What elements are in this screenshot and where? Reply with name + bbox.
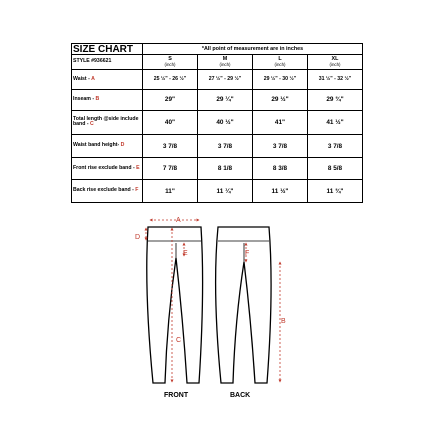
front-leggings-outline [147, 227, 203, 383]
chart-title: SIZE CHART [72, 44, 143, 55]
table-cell: 29 ¼" [198, 90, 253, 111]
row-code: D [120, 142, 125, 149]
marker-b: B [281, 318, 286, 325]
size-unit: (inch) [219, 62, 231, 68]
measurement-note: *All point of measurement are in inches [143, 44, 363, 55]
front-caption: FRONT [164, 392, 189, 399]
size-header [308, 55, 363, 69]
table-row [72, 69, 363, 90]
size-label: S [168, 56, 172, 63]
size-label: XL [331, 56, 339, 63]
table-row [72, 157, 363, 180]
table-cell: 31 ½" - 32 ½" [308, 69, 363, 90]
table-cell: 3 7/8 [253, 135, 308, 158]
table-cell: 8 1/8 [198, 157, 253, 180]
row-label: Front rise exclude band - E [72, 157, 143, 180]
row-code: E [136, 164, 140, 171]
back-leggings-outline [216, 227, 271, 383]
table-cell: 27 ½" - 29 ½" [198, 69, 253, 90]
table-cell: 41 ½" [308, 110, 363, 135]
row-code: C [90, 121, 94, 128]
table-row [72, 90, 363, 111]
size-unit: (inch) [274, 62, 286, 68]
table-cell: 3 7/8 [308, 135, 363, 158]
table-cell: 11 ¼" [198, 180, 253, 203]
table-row [72, 110, 363, 135]
size-unit: (inch) [329, 62, 341, 68]
table-cell: 8 5/8 [308, 157, 363, 180]
size-label: M [222, 56, 228, 63]
row-label: Waist band height- D [72, 135, 143, 158]
size-label: L [278, 56, 282, 63]
marker-f: F [245, 250, 250, 257]
size-header [143, 55, 198, 69]
row-label: Back rise exclude band - F [72, 180, 143, 203]
row-code: F [135, 187, 139, 194]
marker-e: E [183, 250, 188, 257]
row-label: Total length @side include band - C [72, 110, 143, 135]
table-cell: 29" [143, 90, 198, 111]
leggings-diagram [0, 205, 430, 430]
size-chart-table [71, 43, 363, 203]
table-row [72, 180, 363, 203]
marker-c: C [176, 337, 182, 344]
row-code: B [95, 96, 100, 103]
table-cell: 29 ½" - 30 ½" [253, 69, 308, 90]
table-cell: 8 3/8 [253, 157, 308, 180]
size-header [198, 55, 253, 69]
table-cell: 3 7/8 [143, 135, 198, 158]
table-cell: 7 7/8 [143, 157, 198, 180]
row-label: Inseam - B [72, 90, 143, 111]
table-cell: 29 ¾" [308, 90, 363, 111]
marker-d: D [135, 234, 141, 241]
table-cell: 11 ½" [253, 180, 308, 203]
table-cell: 25 ½" - 26 ½" [143, 69, 198, 90]
table-row [72, 135, 363, 158]
table-cell: 40 ½" [198, 110, 253, 135]
row-code: A [91, 75, 95, 82]
style-number: STYLE #936621 [72, 55, 143, 69]
size-header [253, 55, 308, 69]
table-cell: 3 7/8 [198, 135, 253, 158]
row-label: Waist - A [72, 69, 143, 90]
back-caption: BACK [230, 392, 251, 399]
table-cell: 29 ½" [253, 90, 308, 111]
table-cell: 41" [253, 110, 308, 135]
table-cell: 11" [143, 180, 198, 203]
marker-a: A [176, 217, 181, 224]
size-unit: (inch) [164, 62, 176, 68]
table-cell: 40" [143, 110, 198, 135]
table-cell: 11 ¾" [308, 180, 363, 203]
